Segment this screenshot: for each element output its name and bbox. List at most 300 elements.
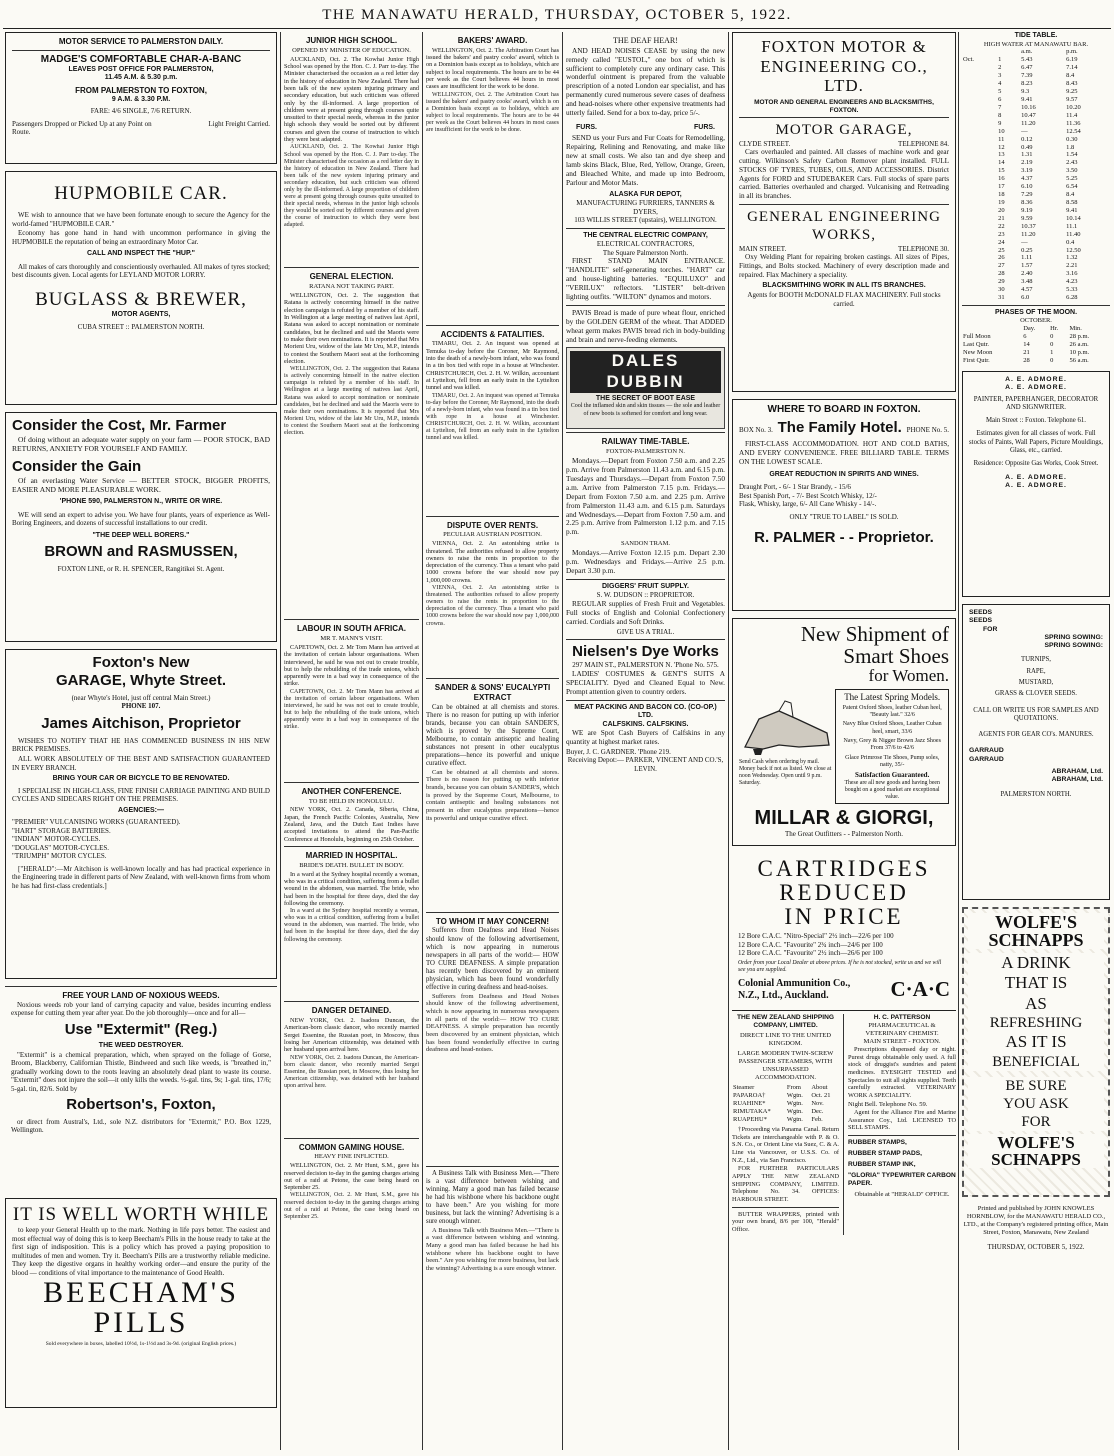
article-subheading: PECULIAR AUSTRIAN POSITION. [443,531,542,539]
table-cell: 10.37 [1021,222,1036,230]
sure-line: FOR [968,1113,1104,1131]
cartridge-price: 12 Bore C.A.C. "Favourite" 2¾ inch—24/6 per 100 [738,940,883,949]
imprint-date: THURSDAY, OCTOBER 5, 1922. [987,1242,1085,1251]
admore-ad [962,371,1110,597]
cartridges-ad [732,853,956,1003]
table-cell: 2.40 [1021,270,1033,278]
table-row [962,191,1110,199]
general-engineering-heading: GENERAL ENGINEERING WORKS, [747,209,941,244]
article-heading: ACCIDENTS & FATALITIES. [440,329,545,339]
seeds-heading: SEEDS [969,609,993,617]
table-cell: a.m. [1021,48,1033,56]
table-cell [962,167,997,175]
table-cell: 11.36 [1066,119,1081,127]
table-cell: — [1021,127,1028,135]
wolfes-schnapps-ad [962,907,1110,1197]
garage-location: (near Whyte's Hotel, just off central Main Street.) [71,693,211,702]
table-row [962,48,1110,56]
table-cell: Day. [1023,325,1036,333]
cartridge-order-note: Order from your Local Dealer at above prices. If he is not stocked, write us and we will see you are supplied. [738,960,942,974]
table-cell: 10.47 [1021,111,1036,119]
admore-name: A. E. ADMORE. [1005,481,1067,489]
seeds-for: FOR [983,625,998,633]
table-cell: 1.32 [1066,254,1078,262]
table-cell [997,48,1020,56]
table-cell: 10.20 [1066,103,1081,111]
column-rule [562,32,563,1450]
agency-item: "HART" STORAGE BATTERIES. [12,826,111,835]
engineering-telephone: TELEPHONE 30. [898,244,949,253]
agents-text: Agents for BOOTH McDONALD FLAX MACHINERY. Full stocks carried. [747,291,941,308]
box-number: BOX No. 3. [739,426,773,435]
table-cell [962,88,997,96]
article-subheading: HEAVY FINE INFLICTED. [314,1153,389,1161]
table-cell: 30 [998,286,1005,294]
business-talk-continuation: A Business Talk with Business Men.—"There is a vast difference between wishing and winning. Many a good man has failed because he had his wishbone where his backbone ought to have been." Are you wishing for more business, but lack the winning? Advertising is a sure enough winner. [426,1226,559,1272]
table-cell: 12 [998,143,1005,151]
article-subheading: MR T. MANN'S VISIT. [320,634,383,642]
furs-label: FURS. [694,123,715,131]
column-rule [422,32,423,1450]
tide-table [962,48,1110,302]
farm-slogan: "THE DEEP WELL BORERS." [92,531,190,539]
diggers-proprietor: S. W. DUDSON :: PROPRIETOR. [596,591,695,600]
colonial-ammunition-name: Colonial Ammunition Co., N.Z., Ltd., Auckland. [738,977,851,1001]
concern-heading: TO WHOM IT MAY CONCERN! [435,916,550,926]
table-cell: 10 [998,127,1005,135]
table-cell: 11.20 [1021,119,1036,127]
table-cell: 20 [998,206,1005,214]
times-text: 9 A.M. & 3.30 P.M. [111,95,171,103]
price-line: Draught Port, - 6/- 1 Star Brandy, - 15/6 [739,483,851,492]
shoe-illustration [739,689,831,759]
divider [566,700,725,701]
table-cell [962,239,997,247]
shoe-item: Patent Oxford Shoes, leather Cuban heel, "Beauty last." 32/6 [842,704,942,719]
table-cell: 9.57 [1066,95,1078,103]
garage-telephone: TELEPHONE 84. [898,139,949,148]
table-cell [962,207,997,215]
table-row [962,175,1110,183]
table-cell: 6 [998,95,1002,103]
deaf-text: AND HEAD NOISES CEASE by using the new remedy called "EUSTOL," one box of which is sufficient to completely cure any ordinary case. This wonderful ointment is prepared from the valuable prescription of a noted London ear specialist, and has permanently cured numerous severe cases of deafness and head-noises where other expensive treatments had utterly failed. Send for a box to-day, price 5/-. [566,45,725,117]
table-row [962,104,1110,112]
article-text: NEW YORK, Oct. 2. Canada, Siberia, China, Japan, the French Pacific Colonies, Australia, New Zealand, Java, and the Dutch East Indies have accepted invitations to attend the Pan-Pacific Conference at Honolulu, beginning on 25th October. [284,806,419,843]
shipping-heading: THE NEW ZEALAND SHIPPING COMPANY, LIMITED. [736,1014,835,1030]
diggers-heading: DIGGERS' FRUIT SUPPLY. [602,582,689,590]
call-write-text: CALL OR WRITE US FOR SAMPLES AND QUOTATIONS. [973,706,1099,722]
table-cell: p.m. [1066,48,1078,56]
table-cell [962,262,997,270]
divider [566,432,725,433]
table-row [962,56,1110,64]
drink-line: REFRESHING [968,1014,1104,1032]
spring-sowing: SPRING SOWING: [1044,642,1103,650]
hupmobile-ad [5,171,277,405]
masthead: THE MANAWATU HERALD, THURSDAY, OCTOBER 5, 1922. [322,7,792,23]
table-cell [962,159,997,167]
weed-text: "Extermit" is a chemical preparation, which, when sprayed on the foliage of Gorse, Broom, Blackberry, Californian Thistle, Bindweed and such like weeds, is "breathed in," gradually working down to the roots leaving an absolutely dead plant to waste its course. "Extermit" does not injure the soil—it only kills the weeds. ½-gal. tins, 9s; 1-gal. tins, 17/6; 5-gal. tin, 82/6. Sold by [11,1050,271,1093]
table-cell [962,325,1022,333]
garage-street: CLYDE STREET. [739,139,791,148]
meat-buyer: Buyer, J. C. GARDNER. 'Phone 219. [566,747,671,756]
price-line: Best Spanish Port, - 7/- Best Scotch Whisky, 12/- [739,491,877,500]
column-1 [5,32,277,1415]
meat-text: WE are Spot Cash Buyers of Calfskins in any quantity at highest market rates. [566,728,725,747]
table-cell: From [786,1084,801,1092]
table-cell: 6.47 [1021,64,1033,72]
palmerston-text: PALMERSTON NORTH. [1000,790,1072,798]
table-cell: 4.57 [1021,286,1033,294]
farm-text: WE will send an expert to advise you. We have four plants, years of experience as Well-Boring Engineers, and dozens of successful installations to our credit. [12,510,270,528]
table-cell: 13 [998,151,1005,159]
column-3 [426,32,559,1307]
article-continuation: WELLINGTON, Oct. 2. The suggestion that Ratana is actively concerning himself in the native election campaign is refuted by a member of his staff. In Wellington at a large meeting of natives last April, Ratana was asked to accept nomination or nominate candidates, but he declined and said the Maoris were to make their own nominations. It is reported that Mrs Morieni Uru, widow of the late Mr Uru, M.P., intends to contest the Southern Maori seat at the forthcoming election. [284,366,419,436]
table-cell: About [811,1084,828,1092]
satisfaction-text: Satisfaction Guaranteed. [855,771,930,780]
table-cell: 4.37 [1021,175,1033,183]
table-cell: First Qutr. [963,357,990,365]
table-cell: 18 [998,191,1005,199]
table-row [962,159,1110,167]
garraud-name: GARRAUD [969,747,1004,755]
shipping-steamers: LARGE MODERN TWIN-SCREW PASSENGER STEAMERS, WITH UNSURPASSED ACCOMMODATION. [737,1050,834,1082]
alaska-name: ALASKA FUR DEPOT, [609,190,682,198]
table-cell: 8.4 [1066,191,1075,199]
table-cell: RIMUTAKA* [733,1108,771,1116]
stamp-item: RUBBER STAMP PADS, [848,1149,923,1157]
divider [12,50,270,51]
table-cell: 28 p.m. [1069,333,1090,341]
beecham-footer: Sold everywhere in boxes, labelled 10½d, 1s-1½d and 3s-9d. (original English prices.) [45,1341,237,1348]
table-cell: 8.36 [1021,198,1033,206]
garage-text: I SPECIALISE IN HIGH-CLASS, FINE FINISH CARRIAGE PAINTING AND BUILD CYCLES AND SIDECARS RIGHT ON THE PREMISES. [12,786,270,804]
table-cell: 11.1 [1066,222,1078,230]
freight-note: Light Freight Carried. [208,119,270,128]
table-row [962,286,1110,294]
table-cell: 3.16 [1066,270,1078,278]
article-subheading: RATANA NOT TAKING PART. [309,283,394,291]
divider [848,1135,956,1136]
divider [284,1138,419,1139]
outfitters-text: The Great Outfitters - - Palmerston North. [785,830,903,839]
divider [566,579,725,580]
column-6 [962,32,1110,1251]
moon-heading: PHASES OF THE MOON. [994,308,1078,316]
moon-table [962,325,1110,365]
pavis-text: PAVIS Bread is made of pure wheat flour, enriched by the GOLDEN GERM of the wheat. That ADDED wheat germ makes PAVIS bread rich in body-building and brain and nerve-feeding elements. [566,307,725,344]
concern-text: Sufferers from Deafness and Head Noises should know of the following advertisement, which is now appearing in numerous newspapers in all parts of the world:— HOW TO CURE DEAFNESS. A simple preparation has recently been discovered by an eminent physician, which has been found wonderfully effective in curing deafness and head-noises. [426,927,559,991]
table-cell [962,136,997,144]
weed-heading: FREE YOUR LAND OF NOXIOUS WEEDS. [62,991,220,1000]
concern-continuation: Sufferers from Deafness and Head Noises should know of the following advertisement, which is now appearing in numerous newspapers in all parts of the world:— HOW TO CURE DEAFNESS. A simple preparation has recently been discovered by an eminent physician, which has been found wonderfully effective in curing deafness and head-noises. [426,992,559,1054]
table-cell: 1.57 [1021,262,1033,270]
dye-text: LADIES' COSTUMES & GENT'S SUITS A SPECIALITY. Dyed and Cleaned Equal to New. Prompt attention given to country orders. [566,668,725,696]
railway-heading: RAILWAY TIME-TABLE. [601,437,690,447]
table-row [962,357,1110,365]
farm-phone: 'PHONE 590, PALMERSTON N., WRITE OR WIRE. [59,498,223,506]
hupmobile-text: WE wish to announce that we have been fortunate enough to secure the Agency for the world-famed "HUPMOBILE CAR." [12,211,270,228]
garage-proprietor: James Aitchison, Proprietor [41,714,241,732]
article-subheading: OPENED BY MINISTER OF EDUCATION. [292,46,411,54]
table-cell: 23 [998,230,1005,238]
spring-sowing: SPRING SOWING: [1044,633,1103,641]
electric-sub: ELECTRICAL CONTRACTORS, [596,240,695,249]
article-text: NEW YORK, Oct. 2. Isadora Duncan, the American-born classic dancer, who recently married Sergei Essenine, the Russian poet, in Moscow, thus losing her American citizenship, was detained with her husband upon arrival here. [284,1016,419,1054]
hupmobile-text: All makes of cars thoroughly and conscientiously overhauled. All makes of tyres stocked; best discounts given. Local agents for LEYLAND MOTOR LORRY. [12,262,270,280]
agents-text: AGENTS FOR GEAR CO's. MANURES. [978,731,1094,739]
table-cell: 25 [998,246,1005,254]
farm-address: FOXTON LINE, or R. H. SPENCER, Rangitikei St. Agent. [57,564,225,573]
furs-heading-row [576,124,715,133]
dales-text: Cool the inflamed skin and skin tissues — the sole and leather of new boots is softened for comfort and long wear. [570,403,721,417]
table-cell: Nov. [811,1100,824,1108]
drink-line: AS IT IS [968,1032,1104,1052]
table-row [732,1116,839,1124]
furs-label: FURS. [576,123,597,131]
sandon-heading: SANDON TRAM. [621,540,670,548]
admore-trade: PAINTER, PAPERHANGER, DECORATOR AND SIGNWRITER. [973,395,1099,411]
agencies-heading: AGENCIES:— [118,806,164,814]
table-cell: RUAHINE* [733,1100,766,1108]
table-cell: 3.50 [1066,167,1078,175]
table-cell: 7.14 [1066,64,1078,72]
table-row [962,96,1110,104]
table-cell: 22 [998,222,1005,230]
shoes-heading: New Shipment of [800,622,949,646]
beecham-text: to keep your General Health up to the mark. Nothing in life pays better. The easiest and most effectual way of doing this is to keep Beecham's Pills in the house ready to take at the first sign of indisposition. This is a policy which has proved a paying proposition to multitudes of men and women. Try it. Beecham's Pills are a trustworthy reliable medicine. They keep the digestive organs in healthy working order—and ensure the purity of the blood — conditions of vital importance to the maintenance of Good Health. [12,1226,270,1277]
table-cell: 11.4 [1066,111,1078,119]
imprint-text: Printed and published by JOHN KNOWLES HORNBLOW, for the MANAWATU HERALD CO., LTD., at the Company's registered printing office, Main Street, Foxton, Manawatu, New Zealand [963,1205,1109,1236]
divider [284,846,419,847]
table-row [962,128,1110,136]
cartridges-heading: IN PRICE [784,904,904,930]
engineering-street: MAIN STREET. [739,244,787,253]
column-4 [566,32,725,774]
business-talk-text: A Business Talk with Business Men.—"There is a vast difference between wishing and winning. Many a good man has failed because he had his wishbone where his backbone ought to have been." Are you wishing for more business, but lack the winning? Advertising is a sure enough winner. [426,1169,559,1225]
table-cell: 0.30 [1066,135,1078,143]
dye-heading: Nielsen's Dye Works [572,643,719,661]
article-continuation: TIMARU, Oct. 2. An inquest was opened at Temuka to-day before the Coroner, Mr Raymond, into the death of a newly-born infant, who was found in a tin box tied with rope in a house at Winchester. CHRISTCHURCH, Oct. 2. H. W. Wilkin, accountant at Lyttelton, fell from an early train in the Lyttelton tunnel and was killed. [426,392,559,442]
dales-sub: THE SECRET OF BOOT EASE [595,394,696,402]
sandon-text: Mondays.—Arrive Foxton 12.15 p.m. Depart 2.30 p.m. Wednesdays and Fridays.—Arrive 2.5 p.m. Depart 3.30 p.m. [566,548,725,575]
table-cell: 28 [1023,357,1030,365]
shoe-item: Glace Primrose Tie Shoes, Pump soles, natty, 35/- [845,754,940,768]
drink-line: A DRINK [968,953,1104,973]
wolfe-heading: WOLFE'S SCHNAPPS [968,1134,1104,1168]
shoes-heading: Smart Shoes [843,644,949,669]
table-row [962,183,1110,191]
family-hotel-ad [732,399,956,611]
table-cell [962,151,997,159]
column-rule [958,32,959,1450]
table-cell: 0.49 [1021,143,1033,151]
table-cell: 10 p.m. [1069,349,1090,357]
table-cell: 1.31 [1021,151,1033,159]
table-cell: 0.25 [1021,246,1033,254]
garage-text: WISHES TO NOTIFY THAT HE HAS COMMENCED BUSINESS IN HIS NEW BRICK PREMISES. [12,736,270,754]
garage-ad [5,649,277,979]
article-text: In a ward at the Sydney hospital recently a woman, who was in a critical condition, suffering from a bullet wound in the abdomen, was married. The bride, who had been in the hospital for three days, died the day following the ceremony. [284,870,419,907]
obtainable-text: Obtainable at "HERALD" OFFICE. [854,1191,950,1199]
admore-name: A. E. ADMORE. [1005,376,1067,384]
garraud-name: GARRAUD [969,755,1004,763]
article-heading: DANGER DETAINED. [311,1006,392,1016]
shipping-text: †Proceeding via Panama Canal. Return Tickets are interchangeable with P. & O. S.N. Co., or Orient Line via Suez, C. & A. Line via Vancouver, or U.S.S. Co. of N.Z., Ltd., via San Francisco. [732,1125,839,1164]
table-cell: 9.19 [1021,206,1033,214]
table-cell: 17 [998,183,1005,191]
passengers-note: Passengers Dropped or Picked Up at any Point on Route. [12,119,152,137]
table-cell [962,128,997,136]
shipping-text: FOR FURTHER PARTICULARS APPLY THE NEW ZEALAND SHIPPING COMPANY, LIMITED. Telephone No. 34. OFFICES: HARBOUR STREET. [732,1165,839,1203]
divider [566,639,725,640]
table-cell: 5.25 [1066,175,1078,183]
table-row [962,254,1110,262]
robertsons-name: Robertson's, Foxton, [66,1096,216,1114]
table-cell: 0.4 [1066,238,1075,246]
table-cell: 1 [1050,349,1054,357]
table-cell: 28 [998,270,1005,278]
table-cell [962,96,997,104]
beecham-heading: IT IS WELL WORTH WHILE [12,1204,270,1225]
table-cell [962,64,997,72]
table-cell: 5.43 [1021,56,1033,64]
abraham-name: ABRAHAM, Ltd. [1051,776,1103,784]
table-cell: 11.20 [1021,230,1036,238]
railway-text: Mondays.—Depart from Foxton 7.50 a.m. and 2.25 p.m. Arrive from Palmerston 11.43 a.m. and 6.15 p.m. Tuesdays and Thursdays.—Depart from Foxton 7.50 a.m. Arrive from Palmerston 7.15 p.m. Fridays.—Depart from Foxton 7.50 a.m. and 2.25 p.m. Arrive from Palmerston 11.43 a.m. and 6.15 p.m. Saturdays and Wednesdays.—Depart from Foxton 7.50 a.m. and 2.25 p.m. Arrive from Palmerston 1.12 p.m. and 7.15 p.m. [566,456,725,537]
table-cell: Last Qutr. [963,341,989,349]
drink-line: AS [968,994,1104,1014]
table-cell: 2.43 [1066,159,1078,167]
table-cell: Min. [1069,325,1082,333]
shoe-note: These are all new goods and having been bought on a good market are exceptional value. [844,779,940,800]
divider [426,325,559,326]
article-subheading: TO BE HELD IN HONOLULU. [308,797,395,805]
table-cell [962,183,997,191]
table-cell: Wgtn. [786,1108,803,1116]
table-cell [962,247,997,255]
table-row [962,231,1110,239]
table-cell: 12.54 [1066,127,1081,135]
table-cell: 11 [998,135,1005,143]
leaves-text: LEAVES POST OFFICE FOR PALMERSTON, [68,65,214,73]
hupmobile-call: CALL AND INSPECT THE "HUP." [86,250,196,258]
table-cell: 24 [998,238,1005,246]
admore-address: Main Street :: Foxton. Telephone 61. [985,417,1087,425]
true-label-text: ONLY "TRUE TO LABEL" IS SOLD. [789,512,899,521]
motor-title: MOTOR SERVICE TO PALMERSTON DAILY. [58,37,224,46]
table-cell: 10.14 [1066,214,1081,222]
divider [284,267,419,268]
agency-item: "DOUGLAS" MOTOR-CYCLES. [12,843,109,852]
table-cell: 9.25 [1066,88,1078,96]
table-row [962,247,1110,255]
admore-residence: Residence: Opposite Gas Works, Cook Street. [973,460,1099,468]
article-heading: ANOTHER CONFERENCE. [301,786,402,796]
table-cell: 9.41 [1021,95,1033,103]
table-cell: 2.21 [1066,262,1078,270]
stamp-item: RUBBER STAMPS, [848,1138,907,1146]
table-cell: — [1021,238,1028,246]
table-cell: 26 [998,254,1005,262]
table-cell: 26 a.m. [1069,341,1089,349]
divider [739,117,949,118]
table-cell [962,191,997,199]
table-cell [962,48,997,56]
admore-text: Estimates given for all classes of work. Full stocks of Paints, Wall Papers, Picture Mouldings, Glass, etc., carried. [969,430,1103,454]
article-continuation: VIENNA, Oct. 2. An astonishing strike is threatened. The authorities refused to allow property owners to raise the rents in proportion to the depreciation of the currency. Thus a tenant who paid 1000 crowns before the war should now pay 1,000,000 crowns. [426,585,559,627]
shipping-ad [732,1014,844,1235]
table-cell: 1.8 [1066,143,1075,151]
table-cell: Dec. [811,1108,824,1116]
farm-heading: Consider the Cost, Mr. Farmer [12,417,227,434]
drink-line: BENEFICIAL [968,1053,1104,1071]
table-row [962,199,1110,207]
drink-line: THAT IS [968,973,1104,993]
article-subheading: BRIDE'S DEATH. BULLET IN BODY. [299,861,404,869]
garage-bring: BRING YOUR CAR OR BICYCLE TO BE RENOVATED. [52,775,230,783]
hotel-text: FIRST-CLASS ACCOMMODATION. HOT AND COLD BATHS, AND EVERY CONVENIENCE. FREE BILLIARD TABLE. TERMS ON THE LOWEST SCALE. [739,440,949,467]
send-cash-note: Send Cash when ordering by mail. Money back if not as listed. We close at noon Wednesday. Open until 9 p.m. Saturday. [739,758,832,786]
article-heading: MARRIED IN HOSPITAL. [305,851,398,860]
table-cell [962,215,997,223]
divider [426,516,559,517]
table-cell: Steamer [733,1084,755,1092]
sure-line: BE SURE [968,1077,1104,1095]
dye-address: 297 MAIN ST., PALMERSTON N. 'Phone No. 575. [572,661,719,670]
buglass-address: CUBA STREET :: PALMERSTON NORTH. [77,322,205,331]
table-cell [962,286,997,294]
engineering-contact-row [739,245,949,254]
beecham-name: BEECHAM'S [43,1276,239,1310]
times-text: 11.45 A.M. & 5.30 p.m. [104,74,178,82]
agency-item: "TRIUMPH" MOTOR CYCLES. [12,852,107,861]
seed-item: GRASS & CLOVER SEEDS. [995,690,1077,698]
table-cell: 3.19 [1021,167,1033,175]
diggers-text: REGULAR supplies of Fresh Fruit and Vegetables. Full stocks of English and Colonial Confectionery carried. Cordials and Soft Drinks. [566,598,725,626]
table-cell: 1.54 [1066,151,1078,159]
farm-name: BROWN and RASMUSSEN, [44,543,238,561]
table-cell: 11.40 [1066,230,1081,238]
article-heading: BAKERS' AWARD. [457,36,528,45]
tide-heading: TIDE TABLE. [1014,32,1058,39]
article-continuation: WELLINGTON, Oct. 2. Mr Hunt, S.M., gave his reserved decision to-day in the gaming charges arising out of a raid at Petone, the case being heard on September 25. [284,1192,419,1220]
table-cell [962,80,997,88]
hupmobile-text: Economy has gone hand in hand with uncommon performance in giving the HUPMOBILE the reputation of being an extraordinary Motor Car. [12,229,270,246]
table-cell: 2.19 [1021,159,1033,167]
table-row [962,349,1110,357]
alaska-address: 103 WILLIS STREET (upstairs), WELLINGTON. [574,216,717,225]
beechams-ad [5,1198,277,1408]
weed-text: Noxious weeds rob your land of carrying capacity and value, besides incurring endless expense for cutting them year after year. Do the job thoroughly—once and for all— [11,1000,271,1018]
table-cell: 31 [998,294,1005,302]
garage-contact-row [739,140,949,149]
table-cell [962,270,997,278]
farm-text: Of an everlasting Water Service — BETTER STOCK, BIGGER PROFITS, EASIER AND MORE PLEASURABLE WORK. [12,475,270,495]
article-heading: COMMON GAMING HOUSE. [298,1142,405,1152]
patterson-ad [844,1014,956,1235]
cartridges-heading: REDUCED [779,880,909,906]
night-bell: Night Bell. Telephone No. 59. [848,1100,928,1108]
article-heading: GENERAL ELECTION. [309,272,394,282]
shoes-heading: for Women. [868,666,949,686]
table-cell: 14 [998,159,1005,167]
table-cell: 3.48 [1021,278,1033,286]
garage-heading: GARAGE, Whyte Street. [55,672,227,690]
table-cell: 7.29 [1021,191,1033,199]
table-row [962,223,1110,231]
cartridge-price: 12 Bore C.A.C. "Favourite" 2½ inch—26/6 per 100 [738,949,883,958]
